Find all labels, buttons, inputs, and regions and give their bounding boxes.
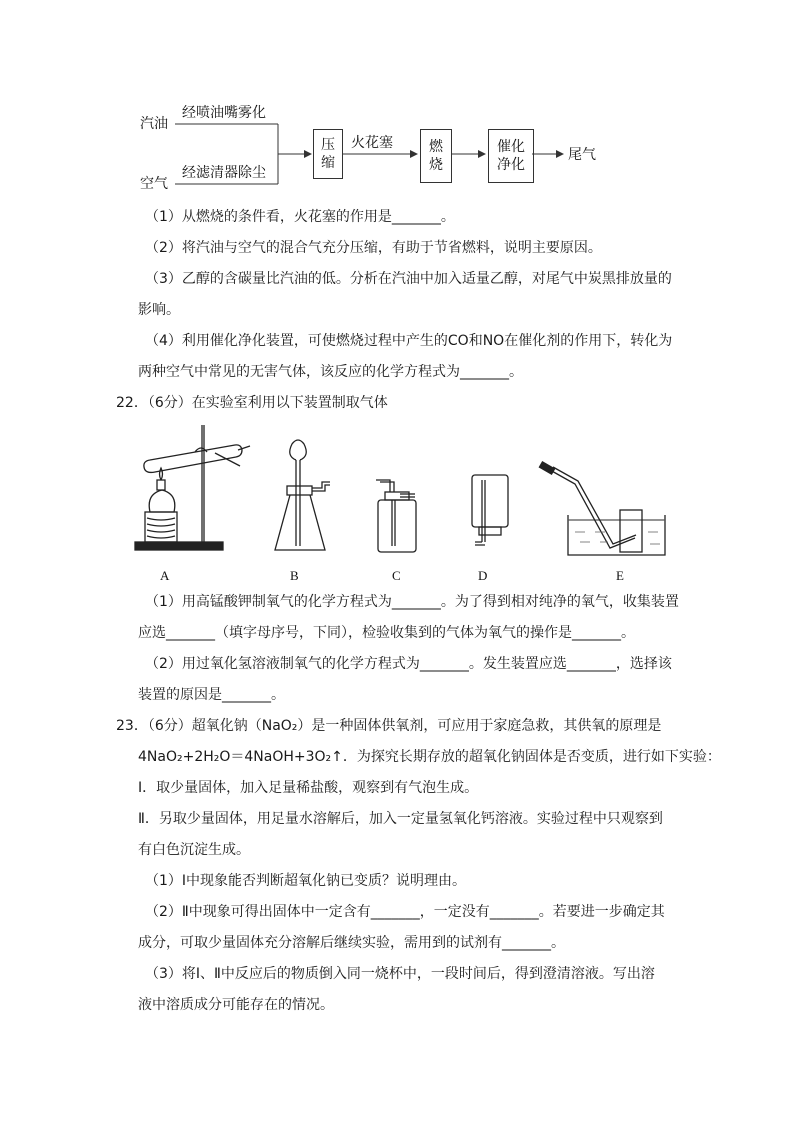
q23-line-1: 23．（6分）超氧化钠（NaO₂）是一种固体供氧剂，可应用于家庭急救，其供氧的原理是 [116,718,662,734]
q21-line-5: （4）利用催化净化装置，可使燃烧过程中产生的CO和NO在催化剂的作用下，转化为 [145,333,673,349]
spark-plug-label: 火花塞 [351,135,393,151]
q23-line-4: Ⅱ．另取少量固体，用足量水溶解后，加入一定量氢氧化钙溶液。实验过程中只观察到 [138,811,663,827]
q22-line-4: 装置的原因是_______。 [138,687,285,703]
apparatus-label-a: A [160,568,170,583]
q23-line-3: Ⅰ．取少量固体，加入足量稀盐酸，观察到有气泡生成。 [138,780,479,796]
box-combustion-label: 燃烧 [429,139,443,173]
input-air: 空气 [140,176,168,192]
box-compress-label: 压缩 [321,137,335,171]
apparatus-drawing [130,420,675,590]
apparatus-label-c: C [392,568,401,583]
q23-line-6: （1）Ⅰ中现象能否判断超氧化钠已变质？说明理由。 [145,873,467,889]
box-combustion [420,129,452,183]
q22-line-2: 应选_______（填字母序号，下同），检验收集到的气体为氧气的操作是_______。 [138,625,635,641]
input-gasoline: 汽油 [140,116,168,132]
q23-line-8: 成分，可取少量固体充分溶解后继续实验，需用到的试剂有_______。 [138,935,565,951]
lab-apparatus-figure [130,420,675,590]
q21-line-3: （3）乙醇的含碳量比汽油的低。分析在汽油中加入适量乙醇，对尾气中炭黑排放量的 [145,271,672,287]
box-catalytic-label: 催化净化 [497,139,525,173]
input-air-process: 经滤清器除尘 [182,165,266,181]
q21-line-2: （2）将汽油与空气的混合气充分压缩，有助于节省燃料，说明主要原因。 [145,240,602,256]
input-gasoline-process: 经喷油嘴雾化 [182,105,266,121]
output-exhaust: 尾气 [568,147,596,163]
q21-line-1: （1）从燃烧的条件看，火花塞的作用是_______。 [145,209,455,225]
q21-line-6: 两种空气中常见的无害气体，该反应的化学方程式为_______。 [138,364,523,380]
apparatus-label-e: E [616,568,624,583]
q21-line-4: 影响。 [138,302,180,318]
q23-line-10: 液中溶质成分可能存在的情况。 [138,997,334,1013]
apparatus-label-b: B [290,568,299,583]
q23-line-5: 有白色沉淀生成。 [138,842,250,858]
q22-title: 22．（6分）在实验室利用以下装置制取气体 [116,395,388,411]
q23-line-7: （2）Ⅱ中现象可得出固体中一定含有_______，一定没有_______。若要进一步确定其 [145,904,665,920]
apparatus-label-d: D [478,568,488,583]
box-catalytic [488,129,534,183]
box-compress [313,129,343,179]
q22-line-1: （1）用高锰酸钾制氧气的化学方程式为_______。为了得到相对纯净的氧气，收集装置 [145,594,679,610]
engine-flowchart [140,100,600,195]
q23-line-2: 4NaO₂+2H₂O＝4NaOH+3O₂↑．为探究长期存放的超氧化钠固体是否变质，进行如下实验： [138,749,721,765]
q22-line-3: （2）用过氧化氢溶液制氧气的化学方程式为_______。发生装置应选_______，选择该 [145,656,672,672]
q23-line-9: （3）将Ⅰ、Ⅱ中反应后的物质倒入同一烧杯中，一段时间后，得到澄清溶液。写出溶 [145,966,655,982]
